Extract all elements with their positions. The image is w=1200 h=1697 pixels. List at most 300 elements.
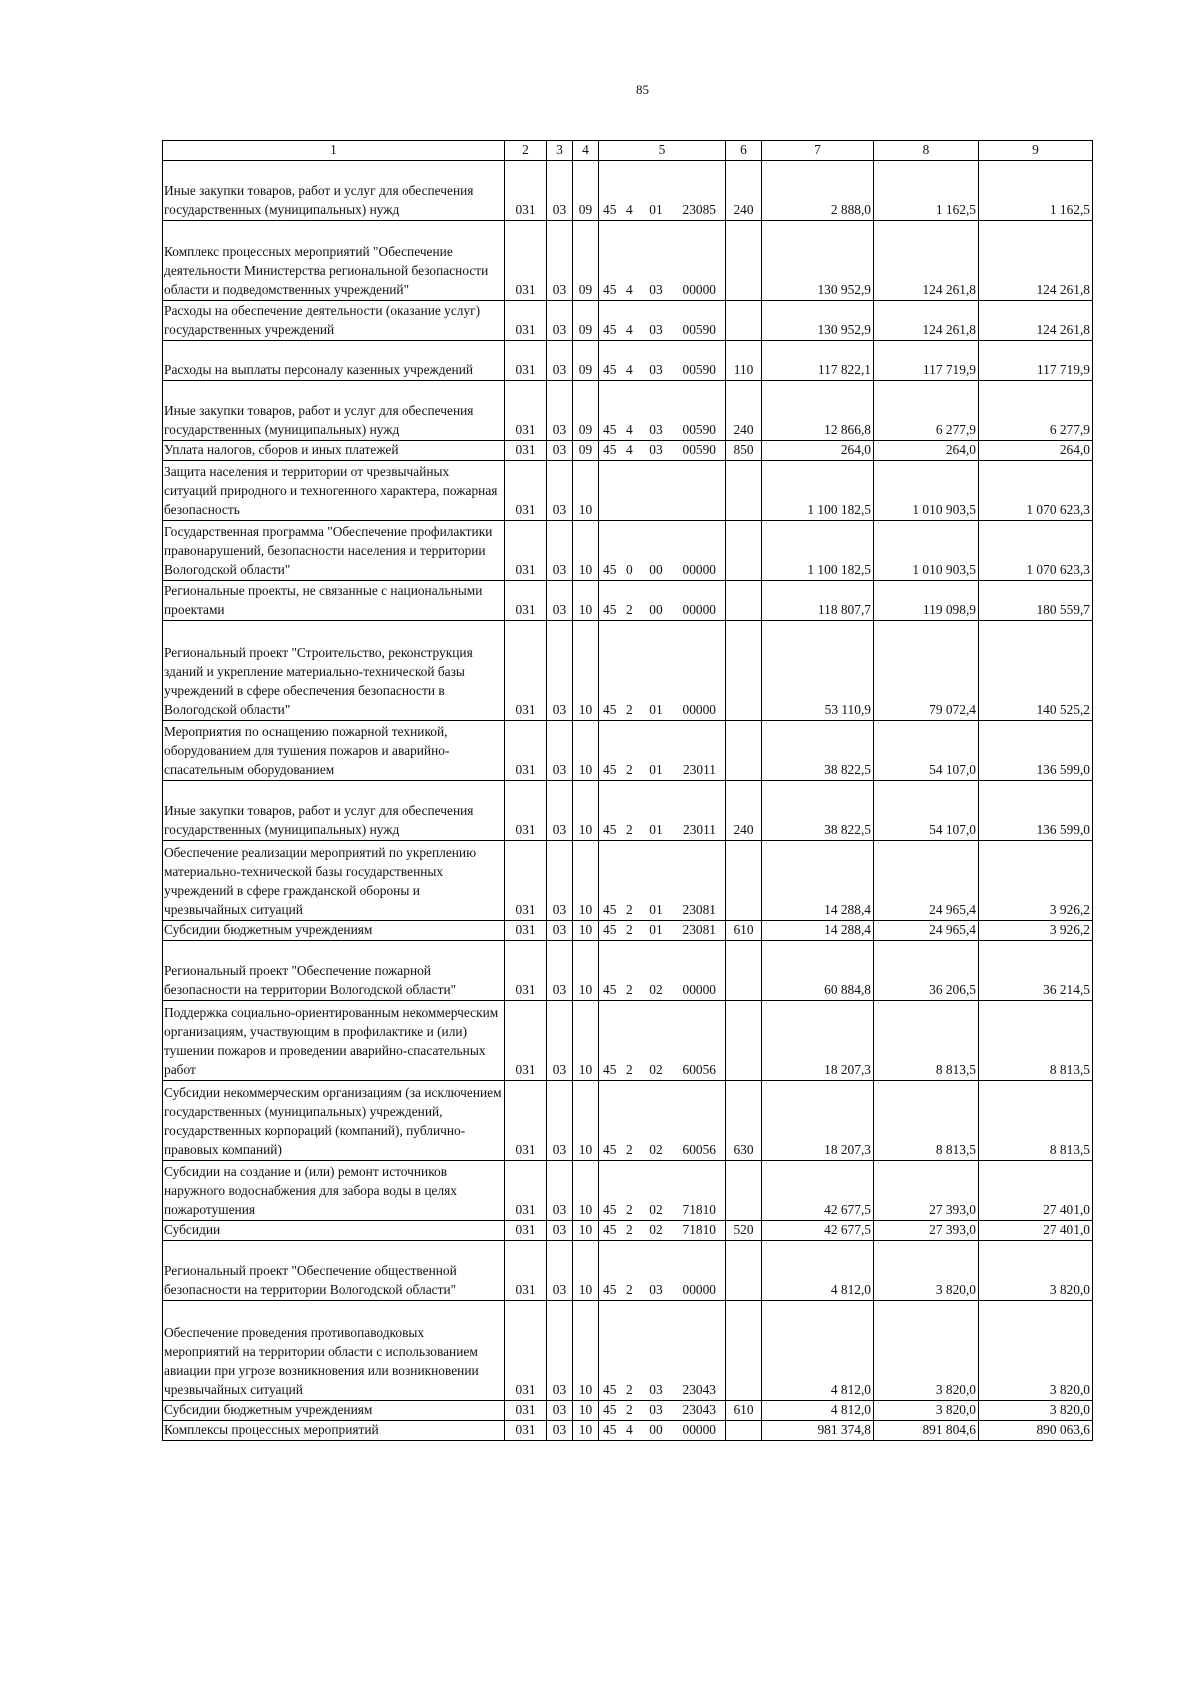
- table-row: [163, 580, 1093, 620]
- column-header: 6: [726, 141, 762, 161]
- target-article-code: [599, 580, 726, 620]
- subsection-code: 10: [573, 1080, 599, 1160]
- grbs-code: 031: [505, 840, 547, 920]
- amount-year-1: 42 677,5: [762, 1160, 874, 1220]
- subsection-code: 10: [573, 720, 599, 780]
- expense-type-code: [726, 520, 762, 580]
- subsection-code: 10: [573, 1420, 599, 1440]
- subsection-code: 09: [573, 160, 599, 220]
- section-code: 03: [547, 300, 573, 340]
- section-code: 03: [547, 1000, 573, 1080]
- program-code: 45: [603, 202, 617, 217]
- table-row: [163, 1080, 1093, 1160]
- target-article-code: [599, 1080, 726, 1160]
- measure-code: 01: [649, 702, 663, 717]
- amount-year-2: 54 107,0: [874, 720, 979, 780]
- measure-code: 01: [649, 902, 663, 917]
- section-code: 03: [547, 1220, 573, 1240]
- target-article-code: [599, 1240, 726, 1300]
- measure-code: 03: [649, 1382, 663, 1397]
- table-row: [163, 1220, 1093, 1240]
- direction-code: 00000: [682, 1422, 716, 1437]
- grbs-code: 031: [505, 1000, 547, 1080]
- program-code: 45: [603, 1202, 617, 1217]
- target-article-code: [599, 780, 726, 840]
- table-row: [163, 1400, 1093, 1420]
- direction-code: 60056: [682, 1062, 716, 1077]
- grbs-code: 031: [505, 940, 547, 1000]
- subsection-code: 10: [573, 520, 599, 580]
- amount-year-2: 1 162,5: [874, 160, 979, 220]
- row-name: Субсидии на создание и (или) ремонт источников наружного водоснабжения для забора воды в целях пожаротушения: [163, 1160, 505, 1220]
- column-number-row: [163, 141, 1093, 161]
- amount-year-3: 264,0: [979, 440, 1093, 460]
- row-name: Иные закупки товаров, работ и услуг для обеспечения государственных (муниципальных) нужд: [163, 380, 505, 440]
- amount-year-3: 8 813,5: [979, 1080, 1093, 1160]
- subprogram-code: 2: [626, 822, 633, 837]
- amount-year-2: 891 804,6: [874, 1420, 979, 1440]
- expense-type-code: 630: [726, 1080, 762, 1160]
- column-header: 3: [547, 141, 573, 161]
- amount-year-2: 24 965,4: [874, 840, 979, 920]
- grbs-code: 031: [505, 1160, 547, 1220]
- table-row: [163, 340, 1093, 380]
- row-name: Поддержка социально-ориентированным некоммерческим организациям, участвующим в профилактике и (или) тушении пожаров и проведении аварийно-спасательных работ: [163, 1000, 505, 1080]
- direction-code: 23011: [683, 762, 716, 777]
- amount-year-3: 136 599,0: [979, 720, 1093, 780]
- table-row: [163, 780, 1093, 840]
- grbs-code: 031: [505, 580, 547, 620]
- subprogram-code: 2: [626, 922, 633, 937]
- section-code: 03: [547, 520, 573, 580]
- subsection-code: 10: [573, 940, 599, 1000]
- program-code: 45: [603, 362, 617, 377]
- expense-type-code: [726, 1240, 762, 1300]
- expense-type-code: [726, 620, 762, 720]
- table-row: [163, 160, 1093, 220]
- amount-year-3: 36 214,5: [979, 940, 1093, 1000]
- section-code: 03: [547, 1080, 573, 1160]
- direction-code: 00000: [682, 1282, 716, 1297]
- amount-year-3: 8 813,5: [979, 1000, 1093, 1080]
- target-article-code: [599, 920, 726, 940]
- program-code: 45: [603, 602, 617, 617]
- target-article-code: [599, 220, 726, 300]
- table-row: [163, 940, 1093, 1000]
- subsection-code: 10: [573, 460, 599, 520]
- subsection-code: 10: [573, 620, 599, 720]
- table-row: [163, 460, 1093, 520]
- direction-code: 71810: [682, 1202, 716, 1217]
- section-code: 03: [547, 340, 573, 380]
- subsection-code: 10: [573, 780, 599, 840]
- measure-code: 01: [649, 822, 663, 837]
- expense-type-code: [726, 1160, 762, 1220]
- section-code: 03: [547, 840, 573, 920]
- measure-code: 03: [649, 282, 663, 297]
- amount-year-1: 981 374,8: [762, 1420, 874, 1440]
- row-name: Уплата налогов, сборов и иных платежей: [163, 440, 505, 460]
- section-code: 03: [547, 1300, 573, 1400]
- section-code: 03: [547, 1420, 573, 1440]
- amount-year-2: 54 107,0: [874, 780, 979, 840]
- subsection-code: 09: [573, 380, 599, 440]
- program-code: 45: [603, 1402, 617, 1417]
- amount-year-3: 180 559,7: [979, 580, 1093, 620]
- amount-year-2: 27 393,0: [874, 1160, 979, 1220]
- row-name: Расходы на выплаты персоналу казенных учреждений: [163, 340, 505, 380]
- amount-year-2: 6 277,9: [874, 380, 979, 440]
- amount-year-2: 3 820,0: [874, 1400, 979, 1420]
- grbs-code: 031: [505, 340, 547, 380]
- expense-type-code: [726, 720, 762, 780]
- target-article-code: [599, 1420, 726, 1440]
- expense-type-code: [726, 840, 762, 920]
- program-code: 45: [603, 1062, 617, 1077]
- target-article-code: [599, 380, 726, 440]
- target-article-code: [599, 160, 726, 220]
- amount-year-1: 38 822,5: [762, 780, 874, 840]
- amount-year-1: 4 812,0: [762, 1300, 874, 1400]
- program-code: 45: [603, 562, 617, 577]
- amount-year-2: 1 010 903,5: [874, 460, 979, 520]
- row-name: Региональные проекты, не связанные с национальными проектами: [163, 580, 505, 620]
- row-name: Субсидии некоммерческим организациям (за исключением государственных (муниципальных) учреждений, государственных корпораций (компаний), публично-правовых компаний): [163, 1080, 505, 1160]
- amount-year-1: 1 100 182,5: [762, 520, 874, 580]
- column-header: 5: [599, 141, 726, 161]
- subprogram-code: 2: [626, 982, 633, 997]
- amount-year-2: 8 813,5: [874, 1080, 979, 1160]
- amount-year-3: 1 070 623,3: [979, 520, 1093, 580]
- section-code: 03: [547, 1240, 573, 1300]
- program-code: 45: [603, 442, 617, 457]
- amount-year-1: 60 884,8: [762, 940, 874, 1000]
- subsection-code: 10: [573, 1400, 599, 1420]
- grbs-code: 031: [505, 780, 547, 840]
- amount-year-3: 27 401,0: [979, 1160, 1093, 1220]
- subprogram-code: 2: [626, 1282, 633, 1297]
- table-row: [163, 220, 1093, 300]
- row-name: Иные закупки товаров, работ и услуг для обеспечения государственных (муниципальных) нужд: [163, 780, 505, 840]
- amount-year-3: 124 261,8: [979, 300, 1093, 340]
- program-code: 45: [603, 1142, 617, 1157]
- grbs-code: 031: [505, 720, 547, 780]
- grbs-code: 031: [505, 1300, 547, 1400]
- direction-code: 00000: [682, 702, 716, 717]
- budget-table: [162, 140, 1093, 1441]
- column-header: 7: [762, 141, 874, 161]
- row-name: Субсидии бюджетным учреждениям: [163, 920, 505, 940]
- grbs-code: 031: [505, 1080, 547, 1160]
- target-article-code: [599, 940, 726, 1000]
- program-code: 45: [603, 1382, 617, 1397]
- row-name: Региональный проект "Строительство, реконструкция зданий и укрепление материально-технической базы учреждений в сфере обеспечения безопасности в Вологодской области": [163, 620, 505, 720]
- program-code: 45: [603, 322, 617, 337]
- row-name: Мероприятия по оснащению пожарной техникой, оборудованием для тушения пожаров и аварийно-спасательным оборудованием: [163, 720, 505, 780]
- program-code: 45: [603, 822, 617, 837]
- grbs-code: 031: [505, 440, 547, 460]
- column-header: 4: [573, 141, 599, 161]
- target-article-code: [599, 1400, 726, 1420]
- section-code: 03: [547, 620, 573, 720]
- measure-code: 02: [649, 1142, 663, 1157]
- table-row: [163, 1160, 1093, 1220]
- subprogram-code: 4: [626, 362, 633, 377]
- subprogram-code: 2: [626, 602, 633, 617]
- measure-code: 03: [649, 362, 663, 377]
- program-code: 45: [603, 422, 617, 437]
- measure-code: 02: [649, 1202, 663, 1217]
- amount-year-3: 3 820,0: [979, 1300, 1093, 1400]
- expense-type-code: 110: [726, 340, 762, 380]
- target-article-code: [599, 1300, 726, 1400]
- expense-type-code: [726, 580, 762, 620]
- measure-code: 03: [649, 1282, 663, 1297]
- row-name: Региональный проект "Обеспечение общественной безопасности на территории Вологодской области": [163, 1240, 505, 1300]
- subprogram-code: 4: [626, 322, 633, 337]
- table-row: [163, 620, 1093, 720]
- grbs-code: 031: [505, 160, 547, 220]
- amount-year-1: 14 288,4: [762, 920, 874, 940]
- amount-year-2: 264,0: [874, 440, 979, 460]
- expense-type-code: [726, 1300, 762, 1400]
- subprogram-code: 2: [626, 1222, 633, 1237]
- section-code: 03: [547, 920, 573, 940]
- amount-year-2: 24 965,4: [874, 920, 979, 940]
- target-article-code: [599, 1000, 726, 1080]
- amount-year-1: 18 207,3: [762, 1080, 874, 1160]
- direction-code: 00590: [682, 362, 716, 377]
- program-code: 45: [603, 702, 617, 717]
- expense-type-code: 240: [726, 160, 762, 220]
- amount-year-2: 8 813,5: [874, 1000, 979, 1080]
- expense-type-code: [726, 1420, 762, 1440]
- target-article-code: [599, 1220, 726, 1240]
- row-name: Субсидии бюджетным учреждениям: [163, 1400, 505, 1420]
- amount-year-1: 264,0: [762, 440, 874, 460]
- table-row: [163, 1000, 1093, 1080]
- direction-code: 23081: [682, 902, 716, 917]
- amount-year-1: 38 822,5: [762, 720, 874, 780]
- row-name: Государственная программа "Обеспечение профилактики правонарушений, безопасности населения и территории Вологодской области": [163, 520, 505, 580]
- grbs-code: 031: [505, 380, 547, 440]
- table-row: [163, 1240, 1093, 1300]
- target-article-code: [599, 340, 726, 380]
- table-row: [163, 380, 1093, 440]
- amount-year-1: 53 110,9: [762, 620, 874, 720]
- expense-type-code: [726, 460, 762, 520]
- target-article-code: [599, 460, 726, 520]
- amount-year-1: 118 807,7: [762, 580, 874, 620]
- amount-year-2: 119 098,9: [874, 580, 979, 620]
- row-name: Расходы на обеспечение деятельности (оказание услуг) государственных учреждений: [163, 300, 505, 340]
- subprogram-code: 4: [626, 202, 633, 217]
- expense-type-code: [726, 1000, 762, 1080]
- program-code: 45: [603, 922, 617, 937]
- direction-code: 23085: [682, 202, 716, 217]
- amount-year-2: 36 206,5: [874, 940, 979, 1000]
- subprogram-code: 2: [626, 1202, 633, 1217]
- subsection-code: 10: [573, 1300, 599, 1400]
- program-code: 45: [603, 282, 617, 297]
- subprogram-code: 2: [626, 1062, 633, 1077]
- subprogram-code: 4: [626, 282, 633, 297]
- direction-code: 00000: [682, 982, 716, 997]
- subprogram-code: 2: [626, 1402, 633, 1417]
- amount-year-3: 117 719,9: [979, 340, 1093, 380]
- amount-year-3: 3 820,0: [979, 1240, 1093, 1300]
- subsection-code: 10: [573, 580, 599, 620]
- subsection-code: 09: [573, 220, 599, 300]
- subsection-code: 09: [573, 300, 599, 340]
- column-header: 9: [979, 141, 1093, 161]
- grbs-code: 031: [505, 1240, 547, 1300]
- direction-code: 00590: [682, 442, 716, 457]
- target-article-code: [599, 620, 726, 720]
- subprogram-code: 2: [626, 1142, 633, 1157]
- row-name: Иные закупки товаров, работ и услуг для обеспечения государственных (муниципальных) нужд: [163, 160, 505, 220]
- expense-type-code: [726, 220, 762, 300]
- target-article-code: [599, 1160, 726, 1220]
- expense-type-code: 520: [726, 1220, 762, 1240]
- amount-year-3: 3 926,2: [979, 840, 1093, 920]
- section-code: 03: [547, 160, 573, 220]
- section-code: 03: [547, 460, 573, 520]
- page-number: 85: [636, 82, 649, 97]
- direction-code: 00590: [682, 322, 716, 337]
- amount-year-1: 4 812,0: [762, 1240, 874, 1300]
- amount-year-2: 27 393,0: [874, 1220, 979, 1240]
- program-code: 45: [603, 1282, 617, 1297]
- target-article-code: [599, 300, 726, 340]
- row-name: Обеспечение проведения противопаводковых мероприятий на территории области с использованием авиации при угрозе возникновения или возникновении чрезвычайных ситуаций: [163, 1300, 505, 1400]
- table-row: [163, 720, 1093, 780]
- direction-code: 60056: [682, 1142, 716, 1157]
- amount-year-3: 3 820,0: [979, 1400, 1093, 1420]
- section-code: 03: [547, 940, 573, 1000]
- direction-code: 23043: [682, 1402, 716, 1417]
- program-code: 45: [603, 1422, 617, 1437]
- direction-code: 23043: [682, 1382, 716, 1397]
- amount-year-1: 18 207,3: [762, 1000, 874, 1080]
- subprogram-code: 2: [626, 1382, 633, 1397]
- amount-year-2: 124 261,8: [874, 300, 979, 340]
- row-name: Обеспечение реализации мероприятий по укреплению материально-технической базы государственных учреждений в сфере гражданской обороны и чрезвычайных ситуаций: [163, 840, 505, 920]
- amount-year-3: 124 261,8: [979, 220, 1093, 300]
- amount-year-1: 130 952,9: [762, 300, 874, 340]
- subprogram-code: 4: [626, 1422, 633, 1437]
- amount-year-3: 27 401,0: [979, 1220, 1093, 1240]
- expense-type-code: 610: [726, 1400, 762, 1420]
- subsection-code: 09: [573, 440, 599, 460]
- grbs-code: 031: [505, 300, 547, 340]
- expense-type-code: 240: [726, 380, 762, 440]
- subsection-code: 10: [573, 1220, 599, 1240]
- measure-code: 03: [649, 442, 663, 457]
- subprogram-code: 4: [626, 422, 633, 437]
- section-code: 03: [547, 1160, 573, 1220]
- table-row: [163, 1420, 1093, 1440]
- table-row: [163, 840, 1093, 920]
- table-row: [163, 300, 1093, 340]
- section-code: 03: [547, 720, 573, 780]
- direction-code: 23081: [682, 922, 716, 937]
- grbs-code: 031: [505, 620, 547, 720]
- amount-year-1: 130 952,9: [762, 220, 874, 300]
- subsection-code: 09: [573, 340, 599, 380]
- subprogram-code: 4: [626, 442, 633, 457]
- amount-year-3: 140 525,2: [979, 620, 1093, 720]
- measure-code: 03: [649, 1402, 663, 1417]
- amount-year-3: 1 162,5: [979, 160, 1093, 220]
- amount-year-2: 3 820,0: [874, 1240, 979, 1300]
- table-row: [163, 440, 1093, 460]
- amount-year-1: 2 888,0: [762, 160, 874, 220]
- table-row: [163, 1300, 1093, 1400]
- row-name: Комплекс процессных мероприятий "Обеспечение деятельности Министерства региональной безопасности области и подведомственных учреждений": [163, 220, 505, 300]
- subprogram-code: 2: [626, 702, 633, 717]
- grbs-code: 031: [505, 460, 547, 520]
- measure-code: 01: [649, 922, 663, 937]
- measure-code: 03: [649, 422, 663, 437]
- amount-year-2: 3 820,0: [874, 1300, 979, 1400]
- direction-code: 23011: [683, 822, 716, 837]
- target-article-code: [599, 840, 726, 920]
- grbs-code: 031: [505, 920, 547, 940]
- table-row: [163, 520, 1093, 580]
- grbs-code: 031: [505, 1400, 547, 1420]
- section-code: 03: [547, 580, 573, 620]
- subprogram-code: 2: [626, 762, 633, 777]
- target-article-code: [599, 720, 726, 780]
- expense-type-code: [726, 300, 762, 340]
- direction-code: 00000: [682, 602, 716, 617]
- row-name: Комплексы процессных мероприятий: [163, 1420, 505, 1440]
- amount-year-3: 890 063,6: [979, 1420, 1093, 1440]
- section-code: 03: [547, 1400, 573, 1420]
- grbs-code: 031: [505, 220, 547, 300]
- program-code: 45: [603, 902, 617, 917]
- subsection-code: 10: [573, 1000, 599, 1080]
- grbs-code: 031: [505, 1420, 547, 1440]
- subsection-code: 10: [573, 920, 599, 940]
- expense-type-code: 240: [726, 780, 762, 840]
- direction-code: 00590: [682, 422, 716, 437]
- amount-year-1: 1 100 182,5: [762, 460, 874, 520]
- amount-year-1: 4 812,0: [762, 1400, 874, 1420]
- amount-year-2: 79 072,4: [874, 620, 979, 720]
- expense-type-code: 850: [726, 440, 762, 460]
- section-code: 03: [547, 440, 573, 460]
- amount-year-3: 6 277,9: [979, 380, 1093, 440]
- measure-code: 02: [649, 1222, 663, 1237]
- amount-year-2: 1 010 903,5: [874, 520, 979, 580]
- section-code: 03: [547, 220, 573, 300]
- program-code: 45: [603, 762, 617, 777]
- measure-code: 00: [649, 562, 663, 577]
- target-article-code: [599, 440, 726, 460]
- measure-code: 01: [649, 202, 663, 217]
- measure-code: 03: [649, 322, 663, 337]
- row-name: Региональный проект "Обеспечение пожарной безопасности на территории Вологодской области": [163, 940, 505, 1000]
- amount-year-1: 117 822,1: [762, 340, 874, 380]
- target-article-code: [599, 520, 726, 580]
- grbs-code: 031: [505, 1220, 547, 1240]
- row-name: Защита населения и территории от чрезвычайных ситуаций природного и техногенного характера, пожарная безопасность: [163, 460, 505, 520]
- column-header: 8: [874, 141, 979, 161]
- section-code: 03: [547, 380, 573, 440]
- amount-year-1: 12 866,8: [762, 380, 874, 440]
